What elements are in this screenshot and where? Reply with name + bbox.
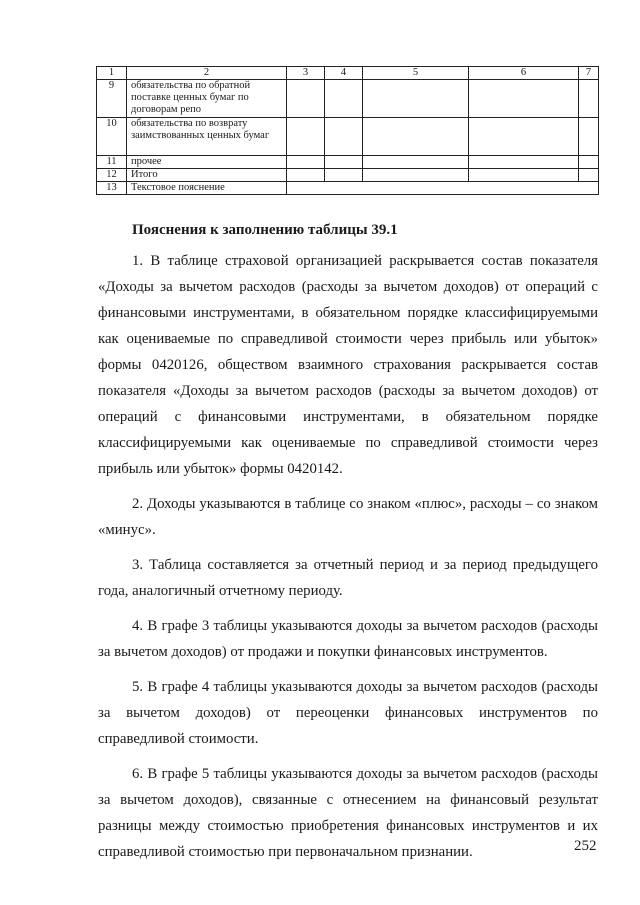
table-cell	[363, 118, 469, 156]
table-cell	[579, 156, 599, 169]
row-number: 12	[97, 169, 127, 182]
table-row	[97, 182, 599, 195]
table-cell	[287, 169, 325, 182]
table-cell	[287, 182, 599, 195]
paragraph: 1. В таблице страховой организацией раскрывается состав показателя «Доходы за вычетом расходов (расходы за вычетом доходов) от операций с финансовыми инструментами, в обязательном порядке классифицируемыми как оцениваемые по справедливой стоимости через прибыль или убыток» формы 0420126, обществом взаимного страхования раскрывается состав показателя «Доходы за вычетом расходов (расходы за вычетом доходов) от операций с финансовыми инструментами, в обязательном порядке классифицируемыми как оцениваемые по справедливой стоимости через прибыль или убыток» формы 0420142.	[98, 253, 598, 477]
row-label: прочее	[127, 156, 287, 169]
table-cell	[469, 156, 579, 169]
table-cell	[363, 169, 469, 182]
paragraph: 2. Доходы указываются в таблице со знаком «плюс», расходы – со знаком «минус».	[98, 496, 598, 538]
row-number: 9	[97, 80, 127, 118]
section-title: Пояснения к заполнению таблицы 39.1	[132, 222, 398, 238]
table-cell	[325, 169, 363, 182]
page-number: 252	[574, 838, 597, 854]
table-cell	[469, 80, 579, 118]
column-header: 3	[287, 67, 325, 80]
table-cell	[325, 156, 363, 169]
paragraph: 6. В графе 5 таблицы указываются доходы за вычетом расходов (расходы за вычетом доходов), связанные с отнесением на финансовый результат разницы между стоимостью приобретения финансовых инструментов и их справедливой стоимостью при первоначальном признании.	[98, 766, 598, 860]
paragraph: 5. В графе 4 таблицы указываются доходы за вычетом расходов (расходы за вычетом доходов) от переоценки финансовых инструментов по справедливой стоимости.	[98, 679, 598, 747]
column-header: 5	[363, 67, 469, 80]
table-row	[97, 118, 599, 156]
table-cell	[287, 156, 325, 169]
table-cell	[579, 80, 599, 118]
row-label: обязательства по обратной поставке ценных бумаг по договорам репо	[127, 80, 287, 118]
table-row	[97, 169, 599, 182]
table-cell	[579, 169, 599, 182]
table-cell	[469, 118, 579, 156]
row-label: Текстовое пояснение	[127, 182, 287, 195]
row-number: 11	[97, 156, 127, 169]
row-number: 13	[97, 182, 127, 195]
column-header: 2	[127, 67, 287, 80]
table-cell	[363, 80, 469, 118]
table-header-row	[97, 67, 599, 80]
table-cell	[287, 80, 325, 118]
column-header: 6	[469, 67, 579, 80]
paragraph: 4. В графе 3 таблицы указываются доходы за вычетом расходов (расходы за вычетом доходов) от продажи и покупки финансовых инструментов.	[98, 618, 598, 660]
table-cell	[469, 169, 579, 182]
column-header: 7	[579, 67, 599, 80]
data-table	[96, 66, 599, 195]
table-row	[97, 80, 599, 118]
column-header: 4	[325, 67, 363, 80]
table-cell	[287, 118, 325, 156]
table-cell	[325, 80, 363, 118]
column-header: 1	[97, 67, 127, 80]
table-cell	[579, 118, 599, 156]
table-cell	[363, 156, 469, 169]
table-row	[97, 156, 599, 169]
instructions-body	[98, 248, 598, 874]
table-cell	[325, 118, 363, 156]
row-number: 10	[97, 118, 127, 156]
row-label: обязательства по возврату заимствованных ценных бумаг	[127, 118, 287, 156]
row-label: Итого	[127, 169, 287, 182]
paragraph: 3. Таблица составляется за отчетный период и за период предыдущего года, аналогичный отчетному периоду.	[98, 557, 598, 599]
